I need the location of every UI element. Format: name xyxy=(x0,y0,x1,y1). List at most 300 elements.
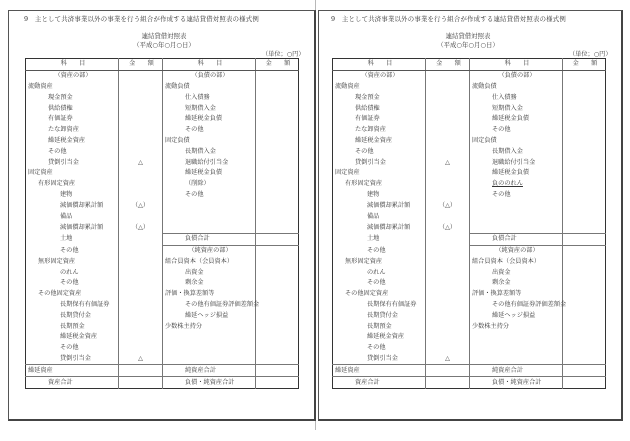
liability-amount-cell xyxy=(256,245,299,256)
asset-subject-cell: のれん xyxy=(60,268,79,276)
table-row xyxy=(26,321,299,332)
asset-subject-cell: 貸倒引当金 xyxy=(48,158,79,166)
table-row xyxy=(26,70,299,81)
table-row xyxy=(333,157,606,168)
liability-amount-cell xyxy=(563,92,606,103)
liability-subject-cell xyxy=(470,200,563,211)
table-row xyxy=(26,190,299,201)
balance-sheet-table xyxy=(25,58,299,389)
asset-subject-cell: 繰延税金資産 xyxy=(60,333,98,341)
liability-amount-cell xyxy=(563,70,606,81)
asset-subject-cell: 固定資産 xyxy=(335,169,360,177)
liability-subject-cell: 固定負債 xyxy=(163,136,256,147)
asset-subject-cell: 減価償却累計額 xyxy=(367,201,411,209)
liability-amount-cell xyxy=(563,82,606,93)
liability-subject-cell: 繰延税金負債 xyxy=(163,114,256,125)
table-row xyxy=(333,343,606,354)
asset-amount-cell xyxy=(119,289,163,300)
liability-subject-cell: （削除） xyxy=(163,179,256,190)
document-date: （平成○年○月○日） xyxy=(133,41,195,49)
liability-amount-cell xyxy=(256,125,299,136)
asset-amount-cell xyxy=(119,179,163,190)
table-row xyxy=(333,125,606,136)
table-row xyxy=(333,267,606,278)
liability-amount-cell xyxy=(256,354,299,365)
asset-subject-cell: 供給債権 xyxy=(355,104,380,112)
asset-amount-cell xyxy=(426,190,470,201)
liability-amount-cell xyxy=(256,179,299,190)
asset-amount-cell xyxy=(426,377,470,389)
asset-amount-cell xyxy=(426,300,470,311)
asset-amount-cell xyxy=(119,310,163,321)
liability-subject-cell: 組合員資本（会員資本） xyxy=(163,256,256,267)
asset-amount-cell: △ xyxy=(426,354,470,365)
liability-subject-cell: （純資産の部） xyxy=(163,245,256,256)
asset-amount-cell xyxy=(119,168,163,179)
table-header-row xyxy=(333,59,606,71)
liability-subject-cell xyxy=(470,211,563,222)
table-row xyxy=(26,168,299,179)
liability-subject-cell: 流動負債 xyxy=(470,82,563,93)
liability-amount-cell xyxy=(563,354,606,365)
asset-subject-cell: 資産合計 xyxy=(333,377,426,389)
table-row xyxy=(333,332,606,343)
asset-subject-cell: （資産の部） xyxy=(361,72,399,80)
asset-amount-cell: （△） xyxy=(426,222,470,233)
page-heading: 9 主として共済事業以外の事業を行う組合が作成する連結貸借対照表の様式例 xyxy=(331,15,566,23)
asset-amount-cell xyxy=(426,70,470,81)
asset-amount-cell xyxy=(426,321,470,332)
asset-subject-cell: 建物 xyxy=(367,190,380,198)
liability-subject-cell: 純資産合計 xyxy=(470,365,563,377)
liability-subject-cell: その他 xyxy=(470,190,563,201)
asset-subject-cell: 長期貸付金 xyxy=(60,311,91,319)
liability-amount-cell xyxy=(256,278,299,289)
liability-amount-cell xyxy=(256,332,299,343)
table-row xyxy=(333,168,606,179)
document-date: （平成○年○月○日） xyxy=(437,41,499,49)
liability-amount-cell xyxy=(563,103,606,114)
liability-amount-cell xyxy=(563,300,606,311)
asset-subject-cell: （資産の部） xyxy=(54,72,92,80)
liability-subject-cell: 負債・純資産合計 xyxy=(163,377,256,389)
asset-amount-cell xyxy=(426,332,470,343)
liability-amount-cell xyxy=(563,377,606,389)
liability-subject-cell: 出資金 xyxy=(470,267,563,278)
asset-subject-cell: たな卸資産 xyxy=(355,126,386,134)
liability-amount-cell xyxy=(256,321,299,332)
asset-amount-cell xyxy=(426,136,470,147)
asset-subject-cell: 繰延税金資産 xyxy=(48,136,86,144)
asset-subject-cell: たな卸資産 xyxy=(48,126,79,134)
asset-subject-cell: 繰延税金資産 xyxy=(367,333,405,341)
liability-subject-cell: 長期借入金 xyxy=(470,146,563,157)
liability-subject-cell: 固定負債 xyxy=(470,136,563,147)
liability-amount-cell xyxy=(563,114,606,125)
table-row xyxy=(26,157,299,168)
liability-amount-cell xyxy=(563,278,606,289)
asset-amount-cell xyxy=(426,278,470,289)
asset-subject-cell: 貸倒引当金 xyxy=(60,354,91,362)
unit-label: （単位；○円） xyxy=(262,51,305,58)
liability-amount-cell xyxy=(256,190,299,201)
table-row xyxy=(26,82,299,93)
asset-subject-cell: その他 xyxy=(60,344,79,352)
liability-subject-cell: 繰延税金負債 xyxy=(470,114,563,125)
unit-label: （単位；○円） xyxy=(569,51,612,58)
asset-subject-cell: 長期保有有価証券 xyxy=(60,300,110,308)
table-row xyxy=(26,245,299,256)
asset-amount-cell xyxy=(119,267,163,278)
liability-subject-cell: 剰余金 xyxy=(470,278,563,289)
table-row xyxy=(333,289,606,300)
asset-amount-cell xyxy=(119,211,163,222)
table-row xyxy=(26,310,299,321)
asset-subject-cell: 流動資産 xyxy=(335,82,360,90)
asset-amount-cell: △ xyxy=(119,354,163,365)
asset-amount-cell xyxy=(119,332,163,343)
asset-amount-cell xyxy=(426,114,470,125)
asset-subject-cell: 長期貸付金 xyxy=(367,311,398,319)
liability-subject-cell: 繰延ヘッジ損益 xyxy=(163,310,256,321)
liability-subject-cell: その他 xyxy=(163,190,256,201)
table-row xyxy=(26,146,299,157)
table-row xyxy=(26,114,299,125)
asset-subject-cell: 固定資産 xyxy=(28,169,53,177)
table-row xyxy=(333,222,606,233)
asset-amount-cell xyxy=(426,256,470,267)
liability-amount-cell xyxy=(563,343,606,354)
asset-amount-cell xyxy=(119,343,163,354)
liability-amount-cell xyxy=(256,222,299,233)
asset-subject-cell: 流動資産 xyxy=(28,82,53,90)
asset-amount-cell xyxy=(119,114,163,125)
liability-subject-cell xyxy=(163,332,256,343)
table-row xyxy=(333,82,606,93)
asset-amount-cell xyxy=(426,245,470,256)
asset-amount-cell xyxy=(426,82,470,93)
liability-subject-cell: 退職給付引当金 xyxy=(163,157,256,168)
asset-amount-cell xyxy=(119,70,163,81)
asset-amount-cell xyxy=(426,233,470,245)
table-row xyxy=(333,103,606,114)
asset-subject-cell: その他 xyxy=(367,246,386,254)
liability-subject-cell xyxy=(470,332,563,343)
table-row xyxy=(26,125,299,136)
asset-subject-cell: その他固定資産 xyxy=(345,290,389,298)
asset-subject-cell: 繰延資産 xyxy=(333,365,426,377)
asset-amount-cell xyxy=(426,146,470,157)
liability-amount-cell xyxy=(256,289,299,300)
liability-subject-cell xyxy=(163,222,256,233)
liability-amount-cell xyxy=(563,157,606,168)
liability-amount-cell xyxy=(256,300,299,311)
asset-subject-cell: 無形固定資産 xyxy=(38,257,76,265)
table-row xyxy=(26,233,299,245)
table-row xyxy=(333,190,606,201)
table-row xyxy=(26,343,299,354)
column-header-amount: 金 額 xyxy=(119,59,163,71)
asset-subject-cell: 有価証券 xyxy=(48,115,73,123)
asset-amount-cell xyxy=(426,310,470,321)
liability-amount-cell xyxy=(256,267,299,278)
liability-subject-cell: 仕入債務 xyxy=(163,92,256,103)
asset-amount-cell xyxy=(426,125,470,136)
asset-subject-cell: 資産合計 xyxy=(26,377,119,389)
table-row xyxy=(333,354,606,365)
asset-amount-cell xyxy=(119,146,163,157)
liability-subject-cell xyxy=(470,354,563,365)
liability-amount-cell xyxy=(563,136,606,147)
column-header-amount: 金 額 xyxy=(426,59,470,71)
asset-subject-cell: 長期預金 xyxy=(367,322,392,330)
asset-subject-cell: その他 xyxy=(355,147,374,155)
table-row xyxy=(333,377,606,389)
liability-amount-cell xyxy=(563,365,606,377)
table-row xyxy=(333,146,606,157)
column-header-amount: 金 額 xyxy=(563,59,606,71)
asset-amount-cell: △ xyxy=(119,157,163,168)
column-header-subject: 科 目 xyxy=(333,59,426,71)
asset-amount-cell: （△） xyxy=(426,200,470,211)
liability-subject-cell xyxy=(163,343,256,354)
table-row xyxy=(26,92,299,103)
liability-subject-cell: 繰延ヘッジ損益 xyxy=(470,310,563,321)
liability-subject-cell: 長期借入金 xyxy=(163,146,256,157)
asset-subject-cell: 長期保有有価証券 xyxy=(367,300,417,308)
table-row xyxy=(333,278,606,289)
asset-amount-cell xyxy=(119,190,163,201)
asset-amount-cell: （△） xyxy=(119,200,163,211)
asset-amount-cell xyxy=(119,136,163,147)
asset-subject-cell: 供給債権 xyxy=(48,104,73,112)
table-row xyxy=(333,233,606,245)
liability-amount-cell xyxy=(256,256,299,267)
table-header-row xyxy=(26,59,299,71)
liability-subject-cell xyxy=(470,222,563,233)
liability-amount-cell xyxy=(256,92,299,103)
column-header-amount: 金 額 xyxy=(256,59,299,71)
liability-amount-cell xyxy=(563,245,606,256)
liability-subject-cell xyxy=(163,354,256,365)
asset-amount-cell xyxy=(426,211,470,222)
table-row xyxy=(333,179,606,190)
liability-subject-cell: 少数株主持分 xyxy=(470,321,563,332)
liability-subject-cell: その他有価証券評価差額金 xyxy=(470,300,563,311)
liability-subject-cell: その他 xyxy=(470,125,563,136)
liability-amount-cell xyxy=(563,146,606,157)
asset-amount-cell xyxy=(119,278,163,289)
table-row xyxy=(333,211,606,222)
page-heading: 9 主として共済事業以外の事業を行う組合が作成する連結貸借対照表の様式例 xyxy=(24,15,259,23)
asset-subject-cell: 現金預金 xyxy=(48,93,73,101)
liability-amount-cell xyxy=(256,211,299,222)
table-row xyxy=(26,211,299,222)
table-row xyxy=(26,332,299,343)
asset-subject-cell: 減価償却累計額 xyxy=(60,223,104,231)
table-row xyxy=(26,103,299,114)
table-row xyxy=(333,256,606,267)
liability-subject-cell: 短期借入金 xyxy=(470,103,563,114)
column-header-subject: 科 目 xyxy=(470,59,563,71)
balance-sheet-table xyxy=(332,58,606,389)
liability-subject-cell: 繰延税金負債 xyxy=(163,168,256,179)
table-row xyxy=(333,70,606,81)
table-row xyxy=(26,267,299,278)
document-title: 連結貸借対照表 xyxy=(445,32,491,40)
table-row xyxy=(333,245,606,256)
liability-amount-cell xyxy=(256,82,299,93)
liability-subject-cell: 少数株主持分 xyxy=(163,321,256,332)
table-row xyxy=(26,365,299,377)
liability-amount-cell xyxy=(256,233,299,245)
asset-amount-cell xyxy=(426,289,470,300)
asset-amount-cell xyxy=(426,103,470,114)
asset-amount-cell xyxy=(426,92,470,103)
liability-subject-cell: 組合員資本（会員資本） xyxy=(470,256,563,267)
asset-subject-cell: 減価償却累計額 xyxy=(60,201,104,209)
table-row xyxy=(26,136,299,147)
liability-amount-cell xyxy=(563,321,606,332)
table-row xyxy=(26,377,299,389)
asset-amount-cell xyxy=(426,343,470,354)
liability-subject-cell: 負債・純資産合計 xyxy=(470,377,563,389)
asset-amount-cell xyxy=(426,267,470,278)
table-row xyxy=(26,354,299,365)
liability-amount-cell xyxy=(563,211,606,222)
liability-subject-cell: 純資産合計 xyxy=(163,365,256,377)
liability-amount-cell xyxy=(256,200,299,211)
asset-subject-cell: のれん xyxy=(367,268,386,276)
liability-subject-cell: その他 xyxy=(163,125,256,136)
table-row xyxy=(26,278,299,289)
asset-amount-cell xyxy=(119,82,163,93)
asset-subject-cell: 備品 xyxy=(367,212,380,220)
liability-subject-cell: 短期借入金 xyxy=(163,103,256,114)
asset-subject-cell: その他 xyxy=(48,147,67,155)
asset-subject-cell: その他 xyxy=(367,344,386,352)
asset-subject-cell: 無形固定資産 xyxy=(345,257,383,265)
table-row xyxy=(333,321,606,332)
liability-subject-cell: 評価・換算差額等 xyxy=(163,289,256,300)
table-row xyxy=(333,310,606,321)
liability-amount-cell xyxy=(563,179,606,190)
asset-amount-cell xyxy=(426,168,470,179)
document-title: 連結貸借対照表 xyxy=(141,32,187,40)
asset-subject-cell: 減価償却累計額 xyxy=(367,223,411,231)
asset-subject-cell: 貸倒引当金 xyxy=(355,158,386,166)
asset-subject-cell: 繰延資産 xyxy=(26,365,119,377)
asset-amount-cell xyxy=(119,377,163,389)
liability-amount-cell xyxy=(256,70,299,81)
liability-subject-cell: （負債の部） xyxy=(163,70,256,81)
asset-amount-cell xyxy=(119,92,163,103)
liability-amount-cell xyxy=(563,310,606,321)
table-row xyxy=(26,256,299,267)
asset-subject-cell: 繰延税金資産 xyxy=(355,136,393,144)
liability-subject-cell xyxy=(470,343,563,354)
table-row xyxy=(26,222,299,233)
liability-subject-cell: 負債合計 xyxy=(470,233,563,245)
asset-amount-cell: △ xyxy=(426,157,470,168)
asset-amount-cell xyxy=(119,321,163,332)
asset-subject-cell: 建物 xyxy=(60,190,73,198)
liability-subject-cell: 評価・換算差額等 xyxy=(470,289,563,300)
liability-subject-cell: 退職給付引当金 xyxy=(470,157,563,168)
table-row xyxy=(333,114,606,125)
table-row xyxy=(333,300,606,311)
liability-amount-cell xyxy=(563,289,606,300)
asset-subject-cell: 長期預金 xyxy=(60,322,85,330)
asset-subject-cell: 備品 xyxy=(60,212,73,220)
liability-amount-cell xyxy=(256,310,299,321)
asset-amount-cell xyxy=(119,300,163,311)
asset-subject-cell: 土地 xyxy=(367,235,380,243)
table-row xyxy=(333,200,606,211)
liability-subject-cell: 仕入債務 xyxy=(470,92,563,103)
liability-amount-cell xyxy=(563,332,606,343)
table-row xyxy=(26,200,299,211)
liability-amount-cell xyxy=(563,256,606,267)
column-header-subject: 科 目 xyxy=(26,59,119,71)
asset-amount-cell xyxy=(119,103,163,114)
liability-amount-cell xyxy=(563,222,606,233)
asset-subject-cell: 有価証券 xyxy=(355,115,380,123)
liability-amount-cell xyxy=(256,114,299,125)
liability-amount-cell xyxy=(256,343,299,354)
asset-amount-cell xyxy=(426,365,470,377)
liability-amount-cell xyxy=(256,365,299,377)
table-row xyxy=(333,136,606,147)
liability-subject-cell: 負債合計 xyxy=(163,233,256,245)
liability-subject-cell: 出資金 xyxy=(163,267,256,278)
liability-amount-cell xyxy=(256,136,299,147)
liability-amount-cell xyxy=(256,377,299,389)
liability-amount-cell xyxy=(563,233,606,245)
asset-amount-cell xyxy=(119,245,163,256)
asset-amount-cell xyxy=(426,179,470,190)
asset-subject-cell: その他 xyxy=(60,246,79,254)
asset-subject-cell: その他 xyxy=(367,279,386,287)
asset-amount-cell xyxy=(119,125,163,136)
table-row xyxy=(333,92,606,103)
liability-amount-cell xyxy=(563,200,606,211)
table-row xyxy=(26,289,299,300)
table-row xyxy=(333,365,606,377)
liability-subject-cell: （純資産の部） xyxy=(470,245,563,256)
liability-amount-cell xyxy=(256,168,299,179)
asset-amount-cell xyxy=(119,233,163,245)
liability-subject-cell: 流動負債 xyxy=(163,82,256,93)
asset-subject-cell: 貸倒引当金 xyxy=(367,354,398,362)
liability-amount-cell xyxy=(563,125,606,136)
asset-amount-cell xyxy=(119,256,163,267)
liability-subject-cell: 剰余金 xyxy=(163,278,256,289)
liability-subject-cell: （負債の部） xyxy=(470,70,563,81)
table-row xyxy=(26,300,299,311)
liability-subject-cell: その他有価証券評価差額金 xyxy=(163,300,256,311)
liability-amount-cell xyxy=(256,103,299,114)
asset-subject-cell: 土地 xyxy=(60,235,73,243)
liability-amount-cell xyxy=(256,157,299,168)
liability-amount-cell xyxy=(256,146,299,157)
asset-amount-cell: （△） xyxy=(119,222,163,233)
liability-subject-cell xyxy=(163,200,256,211)
liability-subject-cell: 負ののれん xyxy=(470,179,563,190)
asset-subject-cell: 有形固定資産 xyxy=(345,180,383,188)
asset-amount-cell xyxy=(119,365,163,377)
liability-amount-cell xyxy=(563,190,606,201)
